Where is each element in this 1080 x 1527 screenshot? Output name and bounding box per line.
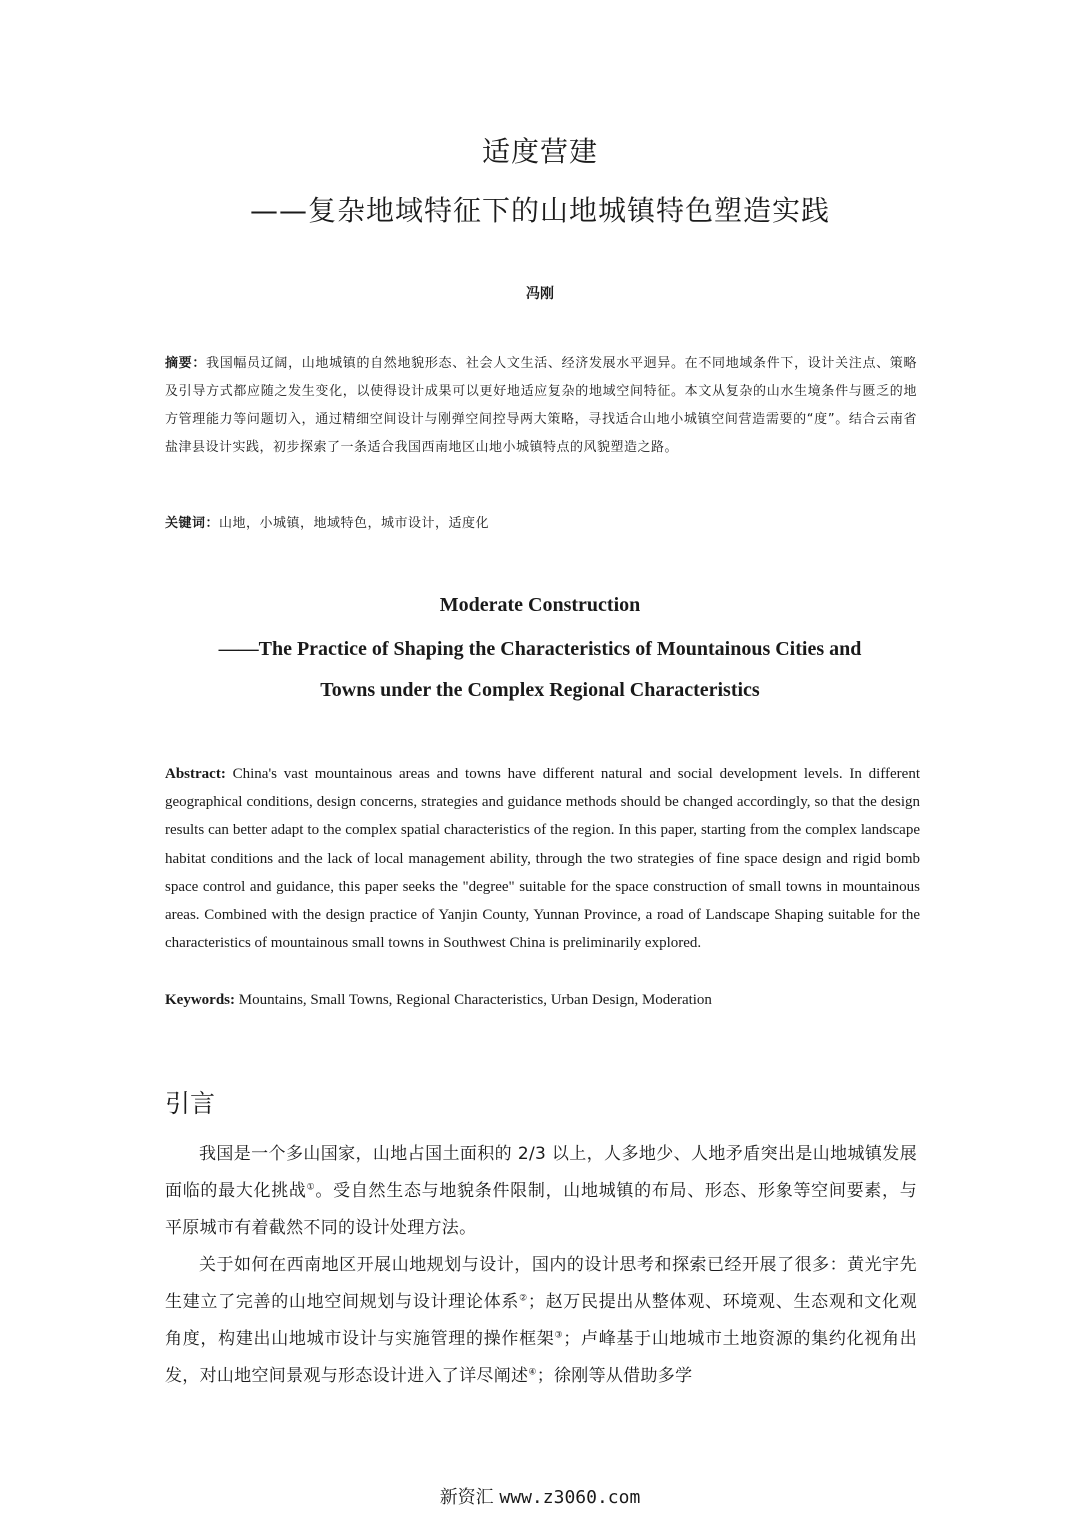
footnote-ref-3[interactable]: ③ <box>554 1330 564 1341</box>
abstract-cn <box>165 350 917 462</box>
footnote-ref-4[interactable]: ④ <box>528 1367 537 1378</box>
title-main: 适度营建 <box>481 135 598 168</box>
title-subtitle: ——复杂地域特征下的山地城镇特色塑造实践 <box>249 194 830 227</box>
intro-p1-text-b: 。受自然生态与地貌条件限制，山地城镇的布局、形态、形象等空间要素，与平原城市有着截然不同的设计处理方法。 <box>165 1181 917 1238</box>
author-name: 冯刚 <box>526 286 554 302</box>
keywords-cn <box>165 510 917 538</box>
footer-site-name: 新资汇 <box>439 1487 494 1508</box>
abstract-en <box>165 760 920 957</box>
abstract-cn-text: 我国幅员辽阔，山地城镇的自然地貌形态、社会人文生活、经济发展水平迥异。在不同地域条件下，设计关注点、策略及引导方式都应随之发生变化，以使得设计成果可以更好地适应复杂的地域空间特征。本文从复杂的山水生境条件与匮乏的地方管理能力等问题切入，通过精细空间设计与刚弹空间控导两大策略，寻找适合山地小城镇空间营造需要的“度”。结合云南省盐津县设计实践，初步探索了一条适合我国西南地区山地小城镇特点的风貌塑造之路。 <box>165 356 917 455</box>
keywords-en-text: Mountains, Small Towns, Regional Characteristics, Urban Design, Moderation <box>238 992 712 1008</box>
intro-p2-text-d: ；徐刚等从借助多学 <box>536 1366 693 1386</box>
intro-p1-text-a: 我国是一个多山国家，山地占国土面积的 2/3 以上，人多地少、人地矛盾突出是山地城镇发展面临的最大化挑战 <box>165 1144 917 1201</box>
title-en-line3: Towns under the Complex Regional Characteristics <box>320 679 760 701</box>
intro-p2-text-a: 关于如何在西南地区开展山地规划与设计，国内的设计思考和探索已经开展了很多：黄光宇先生建立了完善的山地空间规划与设计理论体系 <box>165 1255 917 1312</box>
intro-p2-text-c: ；卢峰基于山地城市土地资源的集约化视角出发，对山地空间景观与形态设计进入了详尽阐述 <box>165 1329 917 1386</box>
footnote-ref-1[interactable]: ① <box>306 1182 316 1193</box>
intro-p2-text-b: ；赵万民提出从整体观、环境观、生态观和文化观角度，构建出山地城市设计与实施管理的操作框架 <box>165 1292 917 1349</box>
footnote-ref-2[interactable]: ② <box>519 1293 528 1304</box>
abstract-en-text: China's vast mountainous areas and towns have different natural and social development levels. In different geographical conditions, design concerns, strategies and guidance methods should be changed accordingly, so that the design results can better adapt to the complex spatial characteristics of the region. In this paper, starting from the complex landscape habitat conditions and the lack of local management ability, through the two strategies of fine space design and rigid bomb space control and guidance, this paper seeks the "degree" suitable for the space construction of small towns in mountainous areas. Combined with the design practice of Yanjin County, Yunnan Province, a road of Landscape Shaping suitable for the characteristics of mountainous small towns in Southwest China is preliminarily explored. <box>165 766 920 952</box>
intro-paragraph-1 <box>165 1136 917 1247</box>
keywords-en <box>165 986 920 1014</box>
abstract-cn-label: 摘要： <box>165 356 207 371</box>
section-heading-intro: 引言 <box>165 1089 216 1118</box>
intro-paragraph-2 <box>165 1247 917 1395</box>
footer-url[interactable]: www.z3060.com <box>499 1487 641 1508</box>
keywords-cn-text: 山地，小城镇，地域特色，城市设计，适度化 <box>219 516 490 531</box>
keywords-en-label: Keywords: <box>165 992 235 1008</box>
title-en-line1: Moderate Construction <box>439 594 641 616</box>
page-footer <box>0 1483 1080 1509</box>
title-en-line2: ——The Practice of Shaping the Characteristics of Mountainous Cities and <box>218 638 862 660</box>
keywords-cn-label: 关键词： <box>165 516 220 531</box>
abstract-en-label: Abstract: <box>165 766 226 782</box>
